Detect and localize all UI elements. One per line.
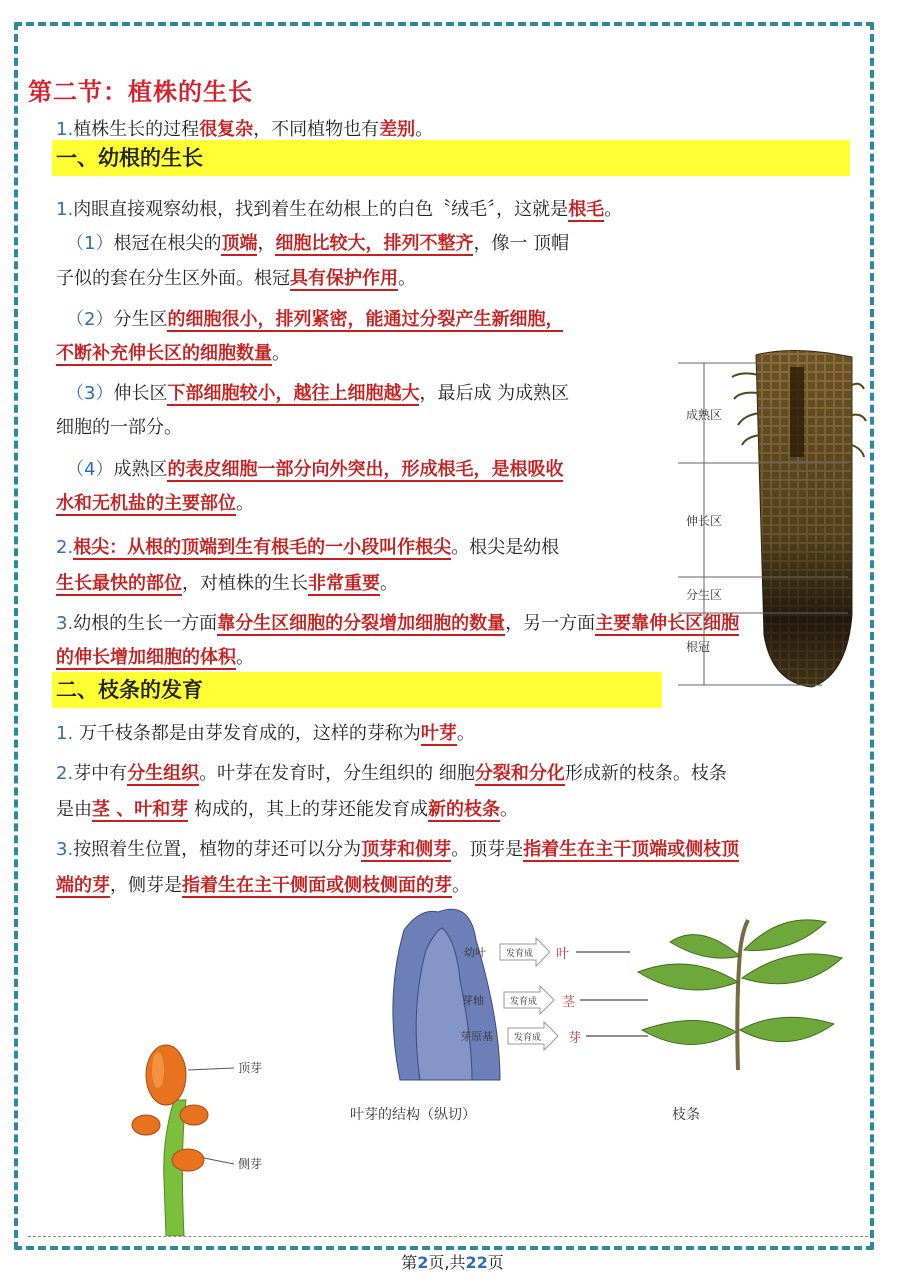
footer-divider bbox=[28, 1236, 868, 1237]
para-root-cap-2: 子似的套在分生区外面。根冠具有保护作用。 bbox=[56, 268, 416, 289]
para-meristem-1: （2）分生区的细胞很小，排列紧密，能通过分裂产生新细胞， bbox=[66, 309, 564, 330]
leaf-bud-caption: 叶芽的结构（纵切） bbox=[350, 1107, 476, 1123]
label-side-bud: 侧芽 bbox=[238, 1157, 263, 1171]
arrow-develops-2: 发育成 bbox=[510, 997, 538, 1007]
para-bud-types-1: 3.按照着生位置，植物的芽还可以分为顶芽和侧芽。顶芽是指着生在主干顶端或侧枝顶 bbox=[56, 839, 740, 860]
page-number: 第2页,共22页 bbox=[401, 1253, 504, 1272]
part-young-leaf: 幼叶 bbox=[464, 946, 486, 959]
para-meristem-tissue-1: 2.芽中有分生组织。叶芽在发育时，分生组织的 细胞分裂和分化形成新的枝条。枝条 bbox=[56, 763, 727, 784]
para-root-growth-1: 3.幼根的生长一方面靠分生区细胞的分裂增加细胞的数量，另一方面主要靠伸长区细胞 bbox=[56, 613, 740, 634]
para-root-tip-1: 2.根尖：从根的顶端到生有根毛的一小段叫作根尖。根尖是幼根 bbox=[56, 537, 560, 558]
para-leaf-bud: 1. 万千枝条都是由芽发育成的，这样的芽称为叶芽。 bbox=[56, 723, 475, 744]
result-stem: 茎 bbox=[562, 995, 576, 1010]
branch-figure bbox=[630, 912, 860, 1072]
branch-caption: 枝条 bbox=[672, 1107, 700, 1123]
arrow-develops-3: 发育成 bbox=[514, 1033, 542, 1043]
para-meristem-2: 不断补充伸长区的细胞数量。 bbox=[56, 343, 290, 364]
part-bud-primordium: 芽原基 bbox=[460, 1030, 493, 1043]
para-root-growth-2: 的伸长增加细胞的体积。 bbox=[56, 647, 254, 668]
root-tip-figure bbox=[672, 345, 868, 695]
leaf-bud-structure-figure bbox=[380, 900, 650, 1090]
para-root-hair: 1.肉眼直接观察幼根，找到着生在幼根上的白色〝绒毛〞，这就是根毛。 bbox=[56, 199, 623, 220]
para-root-tip-2: 生长最快的部位，对植株的生长非常重要。 bbox=[56, 573, 398, 594]
label-root-cap: 根冠 bbox=[686, 640, 711, 654]
para-maturation-1: （4）成熟区的表皮细胞一部分向外突出，形成根毛，是根吸收 bbox=[66, 459, 564, 480]
para-root-cap-1: （1）根冠在根尖的顶端，细胞比较大，排列不整齐，像一 顶帽 bbox=[66, 233, 570, 254]
label-meristem-zone: 分生区 bbox=[686, 588, 723, 602]
result-bud: 芽 bbox=[568, 1031, 582, 1046]
para-elongation-2: 细胞的一部分。 bbox=[56, 417, 182, 438]
part-bud-axis: 芽轴 bbox=[462, 994, 484, 1007]
para-maturation-2: 水和无机盐的主要部位。 bbox=[56, 493, 254, 514]
section-title: 第二节：植株的生长 bbox=[28, 78, 253, 106]
para-bud-types-2: 端的芽，侧芽是指着生在主干侧面或侧枝侧面的芽。 bbox=[56, 875, 470, 896]
heading-root-growth: 一、幼根的生长 bbox=[52, 140, 850, 176]
heading-branch-development: 二、枝条的发育 bbox=[52, 672, 662, 708]
item-number: 1. bbox=[56, 119, 74, 140]
para-elongation-1: （3）伸长区下部细胞较小，越往上细胞越大，最后成 为成熟区 bbox=[66, 383, 570, 404]
intro-line: 1.植株生长的过程很复杂，不同植物也有差别。 bbox=[56, 119, 434, 140]
label-elongation-zone: 伸长区 bbox=[686, 514, 723, 528]
para-meristem-tissue-2: 是由茎 、叶和芽 构成的，其上的芽还能发育成新的枝条。 bbox=[56, 799, 519, 820]
bud-branch-figure bbox=[118, 1040, 288, 1236]
label-maturation-zone: 成熟区 bbox=[686, 408, 723, 422]
result-leaf: 叶 bbox=[556, 947, 570, 962]
arrow-develops-1: 发育成 bbox=[506, 949, 534, 959]
label-top-bud: 顶芽 bbox=[238, 1061, 263, 1075]
